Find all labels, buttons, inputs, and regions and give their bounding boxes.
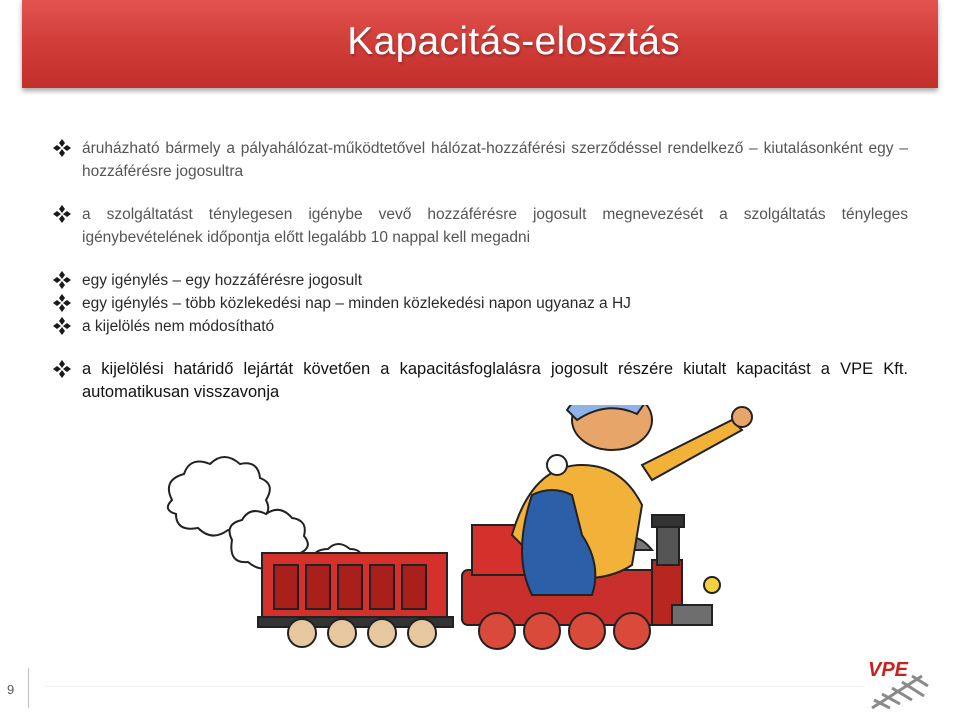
bullet-item — [52, 269, 908, 292]
diamond-bullet-icon — [52, 270, 72, 290]
train-engineer-illustration — [112, 405, 762, 655]
bullet-text: áruházható bármely a pályahálózat-működtetővel hálózat-hozzáférési szerződéssel rendelkező – kiutalásonként egy – hozzáférésre jogosultra — [82, 140, 908, 180]
bullet-text: a kijelölési határidő lejártát követően a kapacitásfoglalásra jogosult részére kiutalt kapacitást a VPE Kft. automatikusan visszavonja — [82, 360, 908, 401]
page-number: 9 — [7, 682, 15, 697]
diamond-bullet-icon — [52, 293, 72, 313]
bullet-item — [52, 358, 908, 404]
diamond-bullet-icon — [52, 316, 72, 336]
title-bar — [22, 0, 938, 88]
footer-divider — [44, 686, 864, 687]
bullet-item — [52, 315, 908, 338]
bullet-text: a szolgáltatást ténylegesen igénybe vevő hozzáférésre jogosult megnevezését a szolgáltatás tényleges igénybevételének időpontja előtt legalább 10 nappal kell megadni — [82, 206, 908, 246]
bullet-item — [52, 203, 908, 249]
slide-title: Kapacitás-elosztás — [347, 20, 680, 63]
bullet-text: a kijelölés nem módosítható — [82, 318, 275, 335]
diamond-bullet-icon — [52, 359, 72, 379]
vpe-logo — [862, 654, 934, 714]
bullet-item — [52, 137, 908, 183]
bullet-item — [52, 292, 908, 315]
bullet-text: egy igénylés – több közlekedési nap – minden közlekedési napon ugyanaz a HJ — [82, 295, 631, 312]
bullet-list — [52, 137, 908, 404]
diamond-bullet-icon — [52, 138, 72, 158]
bullet-text: egy igénylés – egy hozzáférésre jogosult — [82, 272, 363, 289]
logo-text: VPE — [868, 659, 909, 681]
diamond-bullet-icon — [52, 204, 72, 224]
page-number-divider — [28, 668, 29, 708]
